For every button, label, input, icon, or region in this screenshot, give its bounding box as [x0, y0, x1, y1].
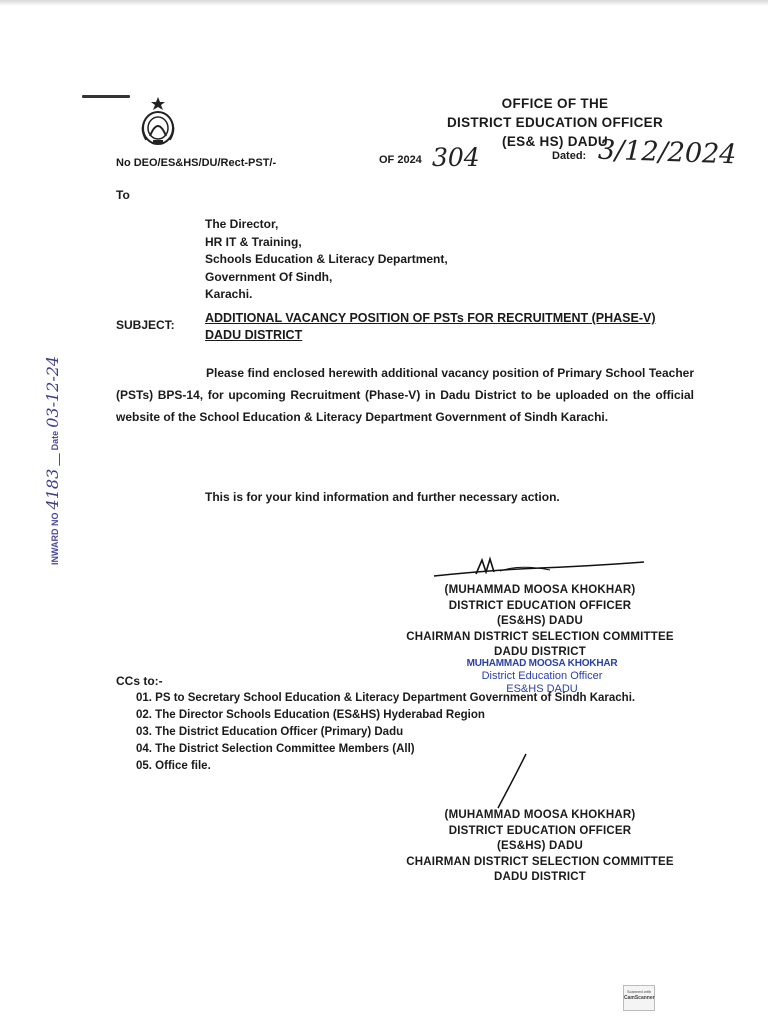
scan-edge: [0, 0, 768, 6]
scanner-line: CamScanner: [624, 995, 655, 1001]
signature-line: CHAIRMAN DISTRICT SELECTION COMMITTEE: [406, 855, 674, 868]
signature-line: (MUHAMMAD MOOSA KHOKHAR): [444, 809, 636, 821]
dated-label: Dated:: [552, 150, 587, 162]
to-label: To: [116, 188, 130, 202]
stamp-line: District Education Officer: [481, 670, 603, 682]
address-line: Karachi.: [205, 287, 253, 301]
handwritten-reference-number: 304: [432, 143, 480, 172]
signature-line: CHAIRMAN DISTRICT SELECTION COMMITTEE: [406, 630, 674, 643]
reference-number: No DEO/ES&HS/DU/Rect-PST/-: [116, 157, 277, 169]
ccs-label: CCs to:-: [116, 674, 163, 688]
signature-line: DISTRICT EDUCATION OFFICER: [448, 599, 632, 612]
signature-line: DADU DISTRICT: [493, 871, 587, 883]
signature-line: DADU DISTRICT: [493, 646, 587, 658]
office-line: OFFICE OF THE: [501, 96, 609, 111]
office-line: (ES& HS) DADU: [502, 134, 608, 149]
scanner-line: Scanned with: [626, 989, 651, 994]
stamp-line: ES&HS DADU: [506, 683, 578, 695]
cc-item: 04. The District Selection Committee Members (All): [136, 743, 415, 755]
signature-line: (ES&HS) DADU: [496, 615, 584, 627]
office-line: DISTRICT EDUCATION OFFICER: [446, 115, 664, 130]
cc-item: 01. PS to Secretary School Education & Literacy Department Government of Sindh Karachi.: [136, 692, 636, 704]
address-line: Schools Education & Literacy Department,: [205, 252, 448, 266]
camscanner-badge: [623, 985, 655, 1011]
signature-line: DISTRICT EDUCATION OFFICER: [448, 824, 632, 837]
signature-block: [385, 583, 695, 661]
subject-line: ADDITIONAL VACANCY POSITION OF PSTs FOR RECRUITMENT (PHASE-V): [205, 311, 656, 325]
signature-line: (ES&HS) DADU: [496, 840, 584, 852]
cc-item: 05. Office file.: [136, 760, 211, 772]
recipient-address: [205, 216, 448, 304]
handwritten-date: 3/12/2024: [597, 134, 737, 171]
body-paragraph: Please find enclosed herewith additional vacancy position of Primary School Teacher (PSTs) BPS-14, for upcoming Recruitment (Phase-V) in Dadu District to be uploaded on the official website of the School Education & Literacy Department Government of Sindh Karachi.: [116, 366, 694, 424]
margin-dash: [82, 95, 130, 98]
signature-block-2: [385, 808, 695, 886]
address-line: Government Of Sindh,: [205, 269, 333, 284]
subject-line: DADU DISTRICT: [205, 328, 303, 342]
cc-item: 02. The Director Schools Education (ES&HS) Hyderabad Region: [136, 709, 485, 721]
stamp-line: MUHAMMAD MOOSA KHOKHAR: [466, 658, 618, 669]
sindh-government-emblem-icon: [136, 96, 180, 146]
cc-item: 03. The District Education Officer (Primary) Dadu: [136, 726, 404, 738]
inward-date-value: 03-12-24: [43, 355, 62, 428]
cc-list: [136, 690, 635, 775]
subject-label: SUBJECT:: [116, 318, 175, 332]
inward-no-value: 4183: [43, 468, 62, 510]
inward-no-label: INWARD NO: [50, 512, 60, 565]
signature-line: (MUHAMMAD MOOSA KHOKHAR): [444, 584, 636, 596]
inward-date-label: Date: [50, 430, 60, 451]
address-line: The Director,: [205, 217, 279, 231]
inward-stamp: [44, 355, 70, 565]
signature-mark: [430, 556, 650, 582]
address-line: HR IT & Training,: [205, 234, 302, 249]
signature-stroke: [490, 752, 530, 812]
closing-line: This is for your kind information and further necessary action.: [205, 490, 560, 504]
subject-text: [205, 310, 695, 344]
reference-year: OF 2024: [379, 154, 422, 166]
letter-body: [116, 362, 694, 428]
